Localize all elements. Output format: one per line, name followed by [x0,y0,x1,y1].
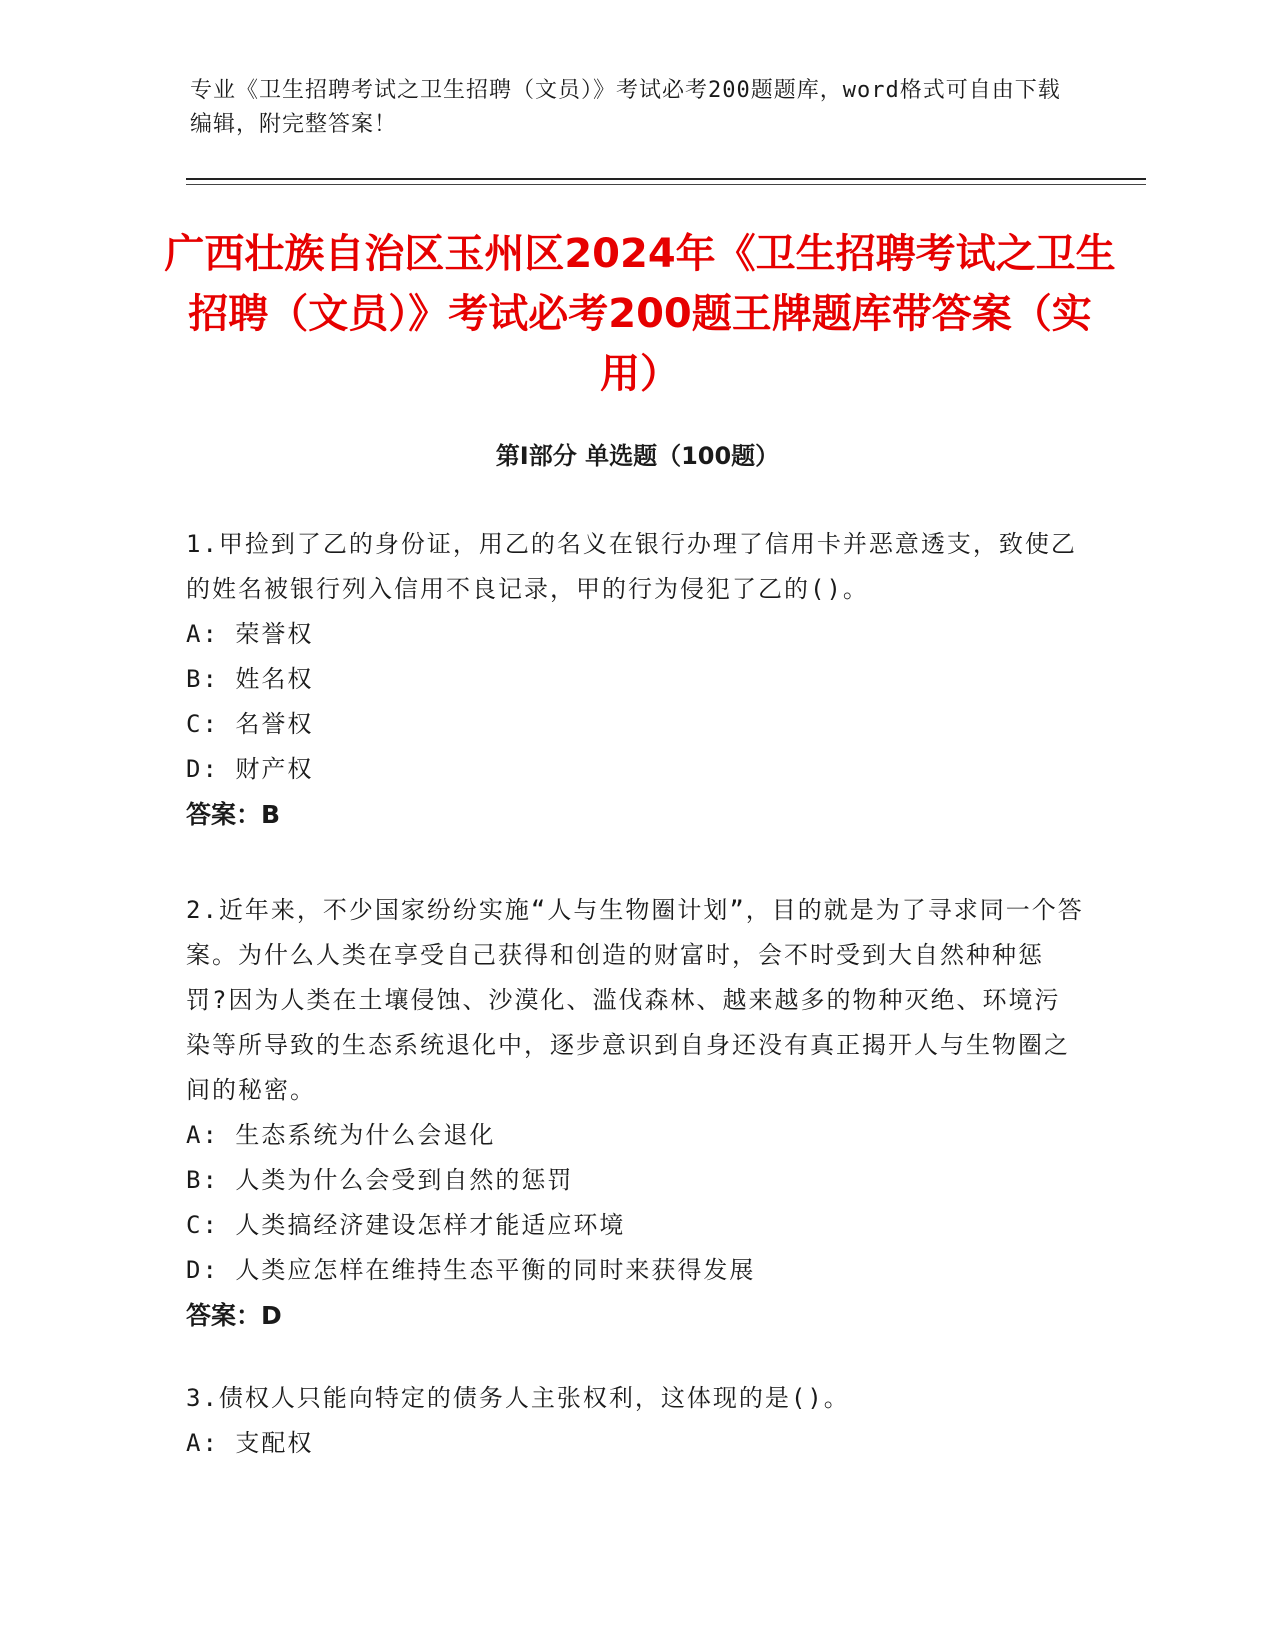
option-a: A: 生态系统为什么会退化 [186,1121,496,1149]
question-text: 1.甲捡到了乙的身份证，用乙的名义在银行办理了信用卡并恶意透支，致使乙的姓名被银行列入信用不良记录，甲的行为侵犯了乙的()。 [186,530,1077,603]
option-c: C: 名誉权 [186,710,314,738]
option-a: A: 荣誉权 [186,620,314,648]
option-d: D: 财产权 [186,755,314,783]
header-rule [186,178,1146,180]
header-rule-thin [186,184,1146,185]
option-a: A: 支配权 [186,1429,314,1457]
section-title: 第I部分 单选题（100题） [495,442,780,470]
option-b: B: 姓名权 [186,665,314,693]
document-title: 广西壮族自治区玉州区2024年《卫生招聘考试之卫生招聘（文员）》考试必考200题王牌题库带答案（实用） [164,231,1116,397]
option-c: C: 人类搞经济建设怎样才能适应环境 [186,1211,626,1239]
question-2 [186,888,1086,1338]
question-text: 2.近年来，不少国家纷纷实施“人与生物圈计划”，目的就是为了寻求同一个答案。为什么人类在享受自己获得和创造的财富时，会不时受到大自然种种惩罚?因为人类在土壤侵蚀、沙漠化、滥伐森林、越来越多的物种灭绝、环境污染等所导致的生态系统退化中，逐步意识到自身还没有真正揭开人与生物圈之间的秘密。 [186,896,1084,1104]
header-note: 专业《卫生招聘考试之卫生招聘（文员）》考试必考200题题库，word格式可自由下载编辑，附完整答案！ [190,78,1061,137]
question-3 [186,1376,1086,1466]
answer: 答案：D [186,1301,282,1330]
question-1 [186,522,1086,837]
answer: 答案：B [186,800,281,829]
option-d: D: 人类应怎样在维持生态平衡的同时来获得发展 [186,1256,756,1284]
question-text: 3.债权人只能向特定的债务人主张权利，这体现的是()。 [186,1384,850,1412]
option-b: B: 人类为什么会受到自然的惩罚 [186,1166,574,1194]
